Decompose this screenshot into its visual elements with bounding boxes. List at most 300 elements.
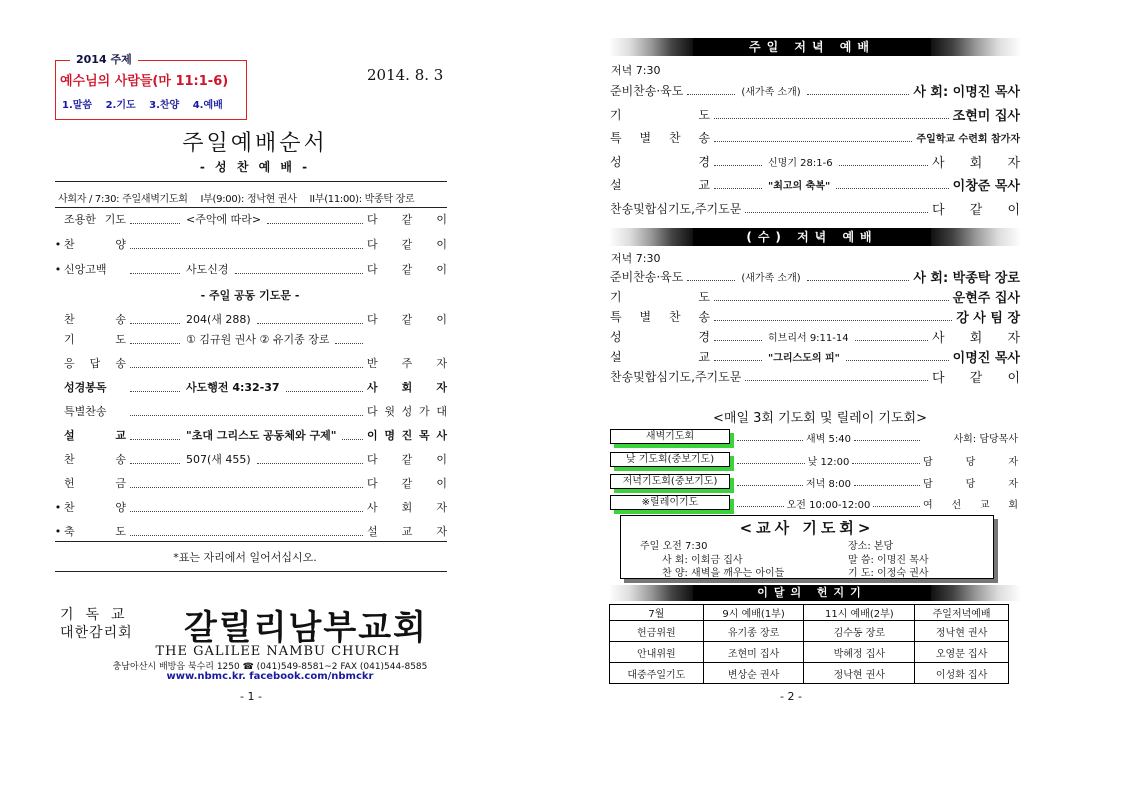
person-part: 명 xyxy=(384,429,395,442)
label-part: 경 xyxy=(698,329,710,344)
person-part: 사 xyxy=(932,155,945,171)
label-part: 성 xyxy=(610,154,622,169)
person-part: 다 xyxy=(367,477,378,490)
item-detail: ① 김규원 권사 ② 유기종 장로 xyxy=(186,333,330,346)
leader: 사회자 / 7:30: 주일새벽기도회 xyxy=(58,194,188,205)
person-part: 이 xyxy=(436,313,447,326)
item-middle xyxy=(126,240,367,249)
item-person xyxy=(367,355,447,371)
item-label xyxy=(64,451,126,467)
leader-dots xyxy=(130,240,363,249)
item-label xyxy=(610,106,710,123)
leader-dots xyxy=(807,85,910,95)
evening-item xyxy=(610,366,1020,386)
item-label xyxy=(64,427,126,443)
label-part: 찬송및합심기도,주기도문 xyxy=(610,369,742,384)
table-cell: 변상순 권사 xyxy=(703,663,804,684)
label-part: 송 xyxy=(115,453,126,466)
theme-sub: 1.말씀 xyxy=(62,100,93,111)
leader-dots xyxy=(714,179,762,189)
item-middle xyxy=(126,311,367,327)
label-part: 도 xyxy=(698,107,710,122)
service-item xyxy=(52,402,447,420)
item-label xyxy=(64,236,126,252)
item-person xyxy=(953,347,1020,366)
label-part: 기 xyxy=(64,333,75,346)
theme-sub: 4.예배 xyxy=(192,100,223,111)
relay-who xyxy=(923,430,1018,445)
label-part: 송 xyxy=(698,309,710,324)
table-cell: 헌금위원 xyxy=(610,621,704,642)
person-part: 다 xyxy=(932,202,945,218)
who-part: 여 xyxy=(923,499,933,511)
item-label xyxy=(610,82,683,99)
service-item xyxy=(52,210,447,228)
relay-title: <매일 3회 기도회 및 릴레이 기도회> xyxy=(713,411,927,426)
leader-dots xyxy=(335,335,363,344)
table-cell: 이성화 집사 xyxy=(915,663,1009,684)
theme-sub: 3.찬양 xyxy=(149,100,180,111)
evening-item xyxy=(610,346,1020,366)
person-part: 이 xyxy=(436,477,447,490)
page-number: - 1 - xyxy=(240,690,262,703)
item-person xyxy=(367,523,447,539)
leader-dots xyxy=(257,315,363,324)
label-part: 성경봉독 xyxy=(64,381,107,394)
item-person xyxy=(367,311,447,327)
leader-dots xyxy=(130,503,363,512)
item-detail: 사도행전 4:32-37 xyxy=(186,381,280,394)
theme-title: 예수님의 사람들(마 11:1-6) xyxy=(60,74,229,89)
leader-dots xyxy=(267,215,363,224)
item-label xyxy=(64,311,126,327)
item-person xyxy=(953,105,1020,124)
person-part: 이명진 목사 xyxy=(952,350,1020,366)
leader-dots xyxy=(854,433,920,441)
service-date: 2014. 8. 3 xyxy=(367,66,444,84)
leader-dots xyxy=(714,331,762,341)
item-middle xyxy=(126,407,367,416)
leader-dots xyxy=(873,499,920,507)
leader-dots xyxy=(235,265,363,274)
person-part: 대 xyxy=(436,405,447,418)
service-item xyxy=(52,378,447,396)
theme-subs xyxy=(62,96,233,111)
who-part: 교 xyxy=(979,499,990,511)
label-part: 성 xyxy=(610,329,622,344)
item-label xyxy=(64,523,126,539)
leader-dots xyxy=(130,265,180,274)
label-part: 경 xyxy=(698,154,710,169)
item-label xyxy=(64,475,126,491)
table-cell: 박혜정 집사 xyxy=(804,642,915,663)
who-part: 담 xyxy=(923,478,933,490)
person-part: 사 xyxy=(932,330,945,346)
item-person xyxy=(913,267,1020,286)
item-label xyxy=(610,200,741,217)
item-detail: 사도신경 xyxy=(186,263,229,276)
item-middle xyxy=(126,427,367,443)
label-part: 찬 xyxy=(64,313,75,326)
evening-item xyxy=(610,198,1020,218)
relay-name-box[interactable]: 새벽기도회 xyxy=(610,429,730,444)
teacher-place: 장소: 본당 xyxy=(848,541,894,552)
bullet-mark: • xyxy=(54,237,62,251)
label-part: 별 xyxy=(639,130,652,145)
banner-title: (수) 저녁 예배 xyxy=(693,228,931,246)
person-part: 조현미 집사 xyxy=(952,108,1020,124)
label-part: 특 xyxy=(610,309,622,324)
item-person xyxy=(367,475,447,491)
teacher-prayer-title: <교사 기도회> xyxy=(739,519,875,537)
label-part: 송 xyxy=(115,357,126,370)
who-part: 당 xyxy=(965,478,976,490)
person-part: 회 xyxy=(969,155,983,171)
label-part: 준비찬송·육도 xyxy=(610,269,684,284)
person-part: 교 xyxy=(401,525,413,538)
person-part: 주일학교 수련회 참가자 xyxy=(916,133,1020,145)
theme-sub: 2.기도 xyxy=(105,100,136,111)
denomination-line2: 대한감리회 xyxy=(60,625,133,641)
item-detail: 히브리서 9:11-14 xyxy=(768,332,849,344)
item-detail: 신명기 28:1-6 xyxy=(768,157,833,169)
table-cell: 오영문 집사 xyxy=(915,642,1009,663)
item-label xyxy=(64,331,126,347)
label-part: 특별찬송 xyxy=(64,405,107,418)
leader-dots xyxy=(130,383,180,392)
evening-item xyxy=(610,326,1020,346)
table-cell: 정낙현 권사 xyxy=(804,663,915,684)
leader-dots xyxy=(130,431,180,440)
person-part: 같 xyxy=(401,238,413,251)
who-part: 선 xyxy=(951,499,962,511)
stand-note: *표는 자리에서 일어서십시오. xyxy=(173,551,317,564)
service-item xyxy=(52,310,447,328)
relay-name-box[interactable]: 낮 기도회(중보기도) xyxy=(610,452,730,467)
relay-time: 새벽 5:40 xyxy=(806,433,851,445)
person-part: 같 xyxy=(969,202,983,218)
item-label xyxy=(64,499,126,515)
person-part: 다 xyxy=(367,263,378,276)
label-part: 축 xyxy=(64,525,75,538)
relay-name-box[interactable]: 저녁기도회(중보기도) xyxy=(610,474,730,489)
item-detail: "최고의 축복" xyxy=(768,180,831,192)
relay-who xyxy=(923,496,1018,511)
relay-name-box[interactable]: ※릴레이기도 xyxy=(610,495,730,510)
evening-item xyxy=(610,286,1020,306)
relay-row xyxy=(734,474,1018,490)
table-cell: 안내위원 xyxy=(610,642,704,663)
leader-dots xyxy=(714,156,762,166)
evening-item xyxy=(610,151,1020,171)
person-part: 주 xyxy=(401,357,413,370)
person-part: 사 xyxy=(367,381,378,394)
church-website[interactable]: www.nbmc.kr. facebook.com/nbmckr xyxy=(166,671,374,682)
item-detail: (새가족 소개) xyxy=(741,272,801,284)
evening-item xyxy=(610,104,1020,124)
leader-dots xyxy=(737,433,803,441)
service-item xyxy=(52,522,447,540)
item-person xyxy=(956,307,1020,326)
item-person xyxy=(932,327,1020,346)
item-middle xyxy=(126,379,367,395)
person-part: 이 xyxy=(367,429,378,442)
label-part: 송 xyxy=(115,313,126,326)
relay-row xyxy=(734,495,1018,511)
relay-time: 오전 10:00-12:00 xyxy=(786,499,871,511)
leader: I부(9:00): 정낙현 권사 xyxy=(200,194,297,205)
leader-dots xyxy=(846,351,949,361)
person-part: 이 xyxy=(436,238,447,251)
teacher-word: 말 씀: 이명진 목사 xyxy=(848,555,929,566)
label-part: 찬 xyxy=(668,130,681,145)
item-person xyxy=(916,130,1020,145)
item-person xyxy=(913,81,1020,100)
person-part: 다 xyxy=(367,313,378,326)
item-person xyxy=(953,287,1020,306)
label-part: 응 xyxy=(64,357,75,370)
item-detail: 204(새 288) xyxy=(186,313,251,326)
person-part: 설 xyxy=(367,525,378,538)
wednesday-evening-banner xyxy=(609,228,1021,246)
bullet-mark: • xyxy=(54,500,62,514)
item-middle xyxy=(126,479,367,488)
person-part: 같 xyxy=(401,453,413,466)
who-part: 자 xyxy=(1008,478,1018,490)
leader-dots xyxy=(836,179,948,189)
who-part: 회 xyxy=(1008,499,1018,511)
label-part: 도 xyxy=(115,525,126,538)
label-part: 설 xyxy=(610,177,622,192)
item-person xyxy=(367,261,447,277)
leader-dots xyxy=(737,499,784,507)
label-part: 교 xyxy=(698,177,710,192)
label-part: 기 xyxy=(610,289,622,304)
service-item xyxy=(52,474,447,492)
evening-item xyxy=(610,80,1020,100)
service-item xyxy=(52,426,447,444)
leader-dots xyxy=(257,455,363,464)
item-person xyxy=(932,152,1020,171)
evening-item xyxy=(610,127,1020,147)
table-header: 9시 예배(1부) xyxy=(703,605,804,621)
table-row xyxy=(610,642,1009,663)
table-header-row xyxy=(610,605,1009,621)
leader-dots xyxy=(714,132,912,142)
service-item xyxy=(52,498,447,516)
person-part: 성 xyxy=(401,405,413,418)
label-part: 교 xyxy=(698,349,710,364)
label-part: 양 xyxy=(115,501,126,514)
leader-dots xyxy=(342,431,363,440)
person-part: 같 xyxy=(401,313,413,326)
divider xyxy=(55,181,447,182)
leader-dots xyxy=(130,359,363,368)
evening-item xyxy=(610,174,1020,194)
who-part: 자 xyxy=(1008,456,1018,468)
table-cell: 조현미 집사 xyxy=(703,642,804,663)
prayer-heading: - 주일 공동 기도문 - xyxy=(200,289,300,302)
person-part: 이 xyxy=(436,213,447,226)
person-part: 다 xyxy=(367,238,378,251)
leader-dots xyxy=(130,527,363,536)
item-person xyxy=(367,403,447,419)
evening-item xyxy=(610,306,1020,326)
person-part: 목 xyxy=(418,429,430,442)
relay-row xyxy=(734,429,1018,445)
leader-dots xyxy=(130,215,180,224)
leader-dots xyxy=(130,479,363,488)
leader-dots xyxy=(737,478,803,486)
page-number: - 2 - xyxy=(780,690,802,703)
item-middle xyxy=(126,527,367,536)
divider xyxy=(55,541,447,542)
person-part: 다 xyxy=(932,370,945,386)
leader-dots xyxy=(852,456,920,464)
item-label xyxy=(610,153,710,170)
who-part: 담 xyxy=(923,456,933,468)
person-part: 이 xyxy=(1007,370,1020,386)
table-header: 11시 예배(2부) xyxy=(804,605,915,621)
bullet-mark: • xyxy=(54,524,62,538)
item-detail: "초대 그리스도 공동체와 구제" xyxy=(186,429,337,442)
item-label xyxy=(64,379,126,395)
label-part: 찬 xyxy=(668,309,681,324)
item-label xyxy=(64,211,126,227)
item-middle xyxy=(126,359,367,368)
item-person xyxy=(367,451,447,467)
service-item xyxy=(52,235,447,253)
item-detail: (새가족 소개) xyxy=(741,86,801,98)
church-address: 충남아산시 배방읍 북수리 1250 ☎ (041)549-8581~2 FAX (041)544-8585 xyxy=(112,662,428,672)
relay-time: 저녁 8:00 xyxy=(806,478,851,490)
leader-dots xyxy=(807,271,910,281)
theme-label: 2014 주제 xyxy=(70,51,138,67)
church-logo-text: 갈릴리남부교회 xyxy=(184,608,428,648)
person-part: 사 xyxy=(436,429,447,442)
relay-who xyxy=(923,475,1018,490)
item-detail: <주악에 따라> xyxy=(186,213,262,226)
teacher-time: 주일 오전 7:30 xyxy=(640,541,708,552)
duty-banner xyxy=(609,585,1021,601)
leader-dots xyxy=(839,156,928,166)
label-part: 설 xyxy=(64,429,75,442)
item-label xyxy=(64,403,126,419)
divider xyxy=(55,207,447,208)
banner-title: 이달의 헌지기 xyxy=(693,585,931,601)
relay-row xyxy=(734,452,1018,468)
item-person xyxy=(932,199,1020,218)
item-label xyxy=(64,261,126,277)
leader-dots xyxy=(130,335,180,344)
service-item xyxy=(52,450,447,468)
teacher-host: 사 회: 이회금 집사 xyxy=(662,555,743,566)
teacher-prayer: 기 도: 이정숙 권사 xyxy=(848,568,929,579)
label-part: 교 xyxy=(115,429,126,442)
label-part: 찬송및합심기도,주기도문 xyxy=(610,201,742,216)
relay-who xyxy=(923,453,1018,468)
item-label xyxy=(610,328,710,345)
person-part: 반 xyxy=(367,357,378,370)
leader-dots xyxy=(130,315,180,324)
item-label xyxy=(610,368,741,385)
item-middle xyxy=(126,503,367,512)
label-part: 찬 xyxy=(64,453,75,466)
label-part: 기 xyxy=(610,107,622,122)
service-item xyxy=(52,354,447,372)
person-part: 자 xyxy=(436,525,447,538)
item-person xyxy=(367,211,447,227)
person-part: 자 xyxy=(436,381,447,394)
who-part: 사회: 담당목사 xyxy=(953,433,1018,445)
label-part: 조용한 xyxy=(64,213,96,226)
who-part: 당 xyxy=(965,456,976,468)
label-part: 별 xyxy=(639,309,652,324)
person-part: 회 xyxy=(401,501,413,514)
theme-box xyxy=(55,60,247,120)
item-label xyxy=(610,268,683,285)
person-part: 이 xyxy=(1007,202,1020,218)
person-part: 자 xyxy=(436,501,447,514)
label-part: 설 xyxy=(610,349,622,364)
person-part: 이 xyxy=(436,263,447,276)
page-subtitle: - 성 찬 예 배 - xyxy=(199,160,311,174)
person-part: 같 xyxy=(401,213,413,226)
person-part: 윗 xyxy=(384,405,395,418)
person-part: 회 xyxy=(969,330,983,346)
person-part: 운현주 집사 xyxy=(952,290,1020,306)
teacher-song: 찬 양: 새벽을 깨우는 아이들 xyxy=(662,568,785,579)
person-part: 가 xyxy=(418,405,430,418)
leader-dots xyxy=(855,331,928,341)
label-part: 금 xyxy=(115,477,126,490)
person-part: 강 사 팀 장 xyxy=(956,310,1020,326)
table-row xyxy=(610,621,1009,642)
service-item xyxy=(52,260,447,278)
item-detail: 507(새 455) xyxy=(186,453,251,466)
person-part: 사 회: 박종탁 장로 xyxy=(913,270,1020,286)
leader-dots xyxy=(714,311,952,321)
denomination-line1: 기독교 xyxy=(60,607,137,623)
leader-dots xyxy=(687,85,735,95)
item-middle xyxy=(126,331,367,347)
person-part: 회 xyxy=(401,381,413,394)
label-part: 기도 xyxy=(104,213,126,226)
duty-table xyxy=(609,604,1009,684)
table-header: 7월 xyxy=(610,605,704,621)
leader-dots xyxy=(714,351,762,361)
table-cell: 대중주일기도 xyxy=(610,663,704,684)
item-person xyxy=(953,175,1020,194)
label-part: 찬 xyxy=(64,501,75,514)
service-item xyxy=(52,330,447,348)
leader-dots xyxy=(737,456,805,464)
leader: II부(11:00): 박종탁 장로 xyxy=(309,194,415,205)
person-part: 같 xyxy=(969,370,983,386)
leader-dots xyxy=(687,271,735,281)
person-part: 사 회: 이명진 목사 xyxy=(913,84,1020,100)
table-cell: 김수동 장로 xyxy=(804,621,915,642)
label-part: 신앙고백 xyxy=(64,263,107,276)
table-cell: 정낙현 권사 xyxy=(915,621,1009,642)
label-part: 양 xyxy=(115,238,126,251)
table-header: 주일저녁예배 xyxy=(915,605,1009,621)
leader-dots xyxy=(714,109,949,119)
relay-time: 낮 12:00 xyxy=(807,456,850,468)
item-detail: "그리스도의 피" xyxy=(768,352,840,364)
person-part: 같 xyxy=(401,477,413,490)
person-part: 자 xyxy=(1007,330,1020,346)
